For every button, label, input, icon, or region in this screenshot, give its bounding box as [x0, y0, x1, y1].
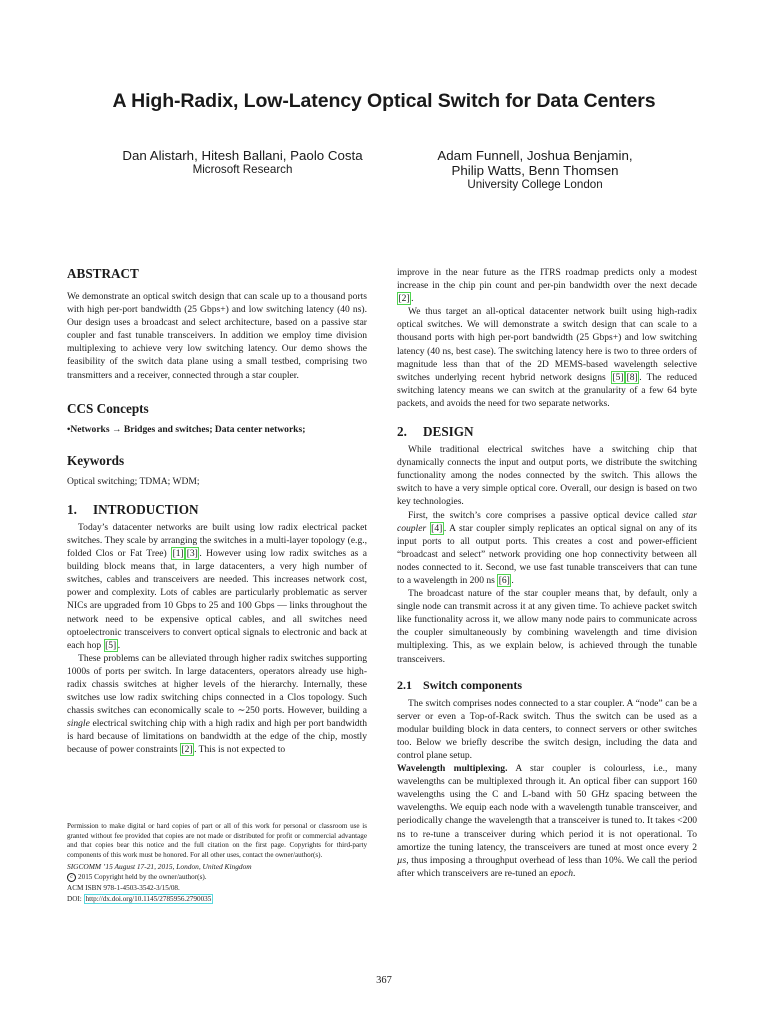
copyright-text: 2015 Copyright held by the owner/author(s). — [78, 873, 207, 882]
text-run: , thus imposing a throughput overhead of less than 10%. We call the period after which transceivers are re-tuned an — [397, 854, 697, 879]
keywords-text: Optical switching; TDMA; WDM; — [67, 475, 200, 487]
intro-paragraph-1 — [67, 521, 367, 652]
ccs-text — [67, 423, 367, 436]
citation-link[interactable]: [2] — [398, 293, 410, 305]
emphasis: star coupler — [397, 509, 697, 534]
text-run: . — [411, 293, 414, 305]
ccs-bullet: • — [67, 423, 71, 435]
text-run: . A star coupler simply replicates an optical signal on any of its input ports to all output ports. This creates a cost and power-efficient “broadcast and select” network providing one hop connectivity between all nodes connected to it. Second, we use fast tunable transceivers that can tune to a wavelength in 200 ns — [397, 522, 697, 586]
permission-block — [67, 822, 367, 905]
run-in-heading: Wavelength multiplexing. — [397, 763, 508, 775]
ccs-concepts: Bridges and switches; Data center networks; — [123, 423, 306, 435]
citation-link[interactable]: [8] — [626, 371, 638, 383]
citation-link[interactable]: [6] — [498, 574, 510, 586]
section-title: INTRODUCTION — [93, 501, 199, 517]
text-run: We thus target an all-optical datacenter network built using high-radix optical switches. We will demonstrate a switch design that can scale to a thousand ports with high per-port bandwidth (25 Gbps+) and low switching latency (40 ns, best case). The switching latency here is two to three orders of magnitude less than that of the 2D MEMS-based wavelength selective switches underlying recent hybrid network designs — [397, 306, 697, 383]
text-run: A star coupler is colourless, i.e., many wavelengths can be multiplexed through it. An optical fiber can support 160 wavelengths using the C and L-band with 50 GHz spacing between the wavelengths. We equip each node with a wavelength tunable transceiver, and periodically change the wavelength that a transceiver is tuned to. It takes <200 ns to re-tune a transceiver during which period it is not operational. To amortize the tuning latency, the transceivers are tuned at most once every 2 — [397, 763, 698, 853]
section-number: 2. — [397, 424, 407, 440]
author-affiliation: Microsoft Research — [192, 163, 293, 176]
emphasis: µs — [397, 854, 407, 866]
abstract-heading: ABSTRACT — [67, 266, 139, 281]
section-title: DESIGN — [423, 424, 474, 440]
text-run: electrical switching chip with a high radix and high per port bandwidth is hard because of limitations on bandwidth at the edge of the chip, mostly because of power constraints — [67, 718, 367, 756]
text-run: . — [573, 867, 576, 879]
text-run: . This is not expected to — [194, 744, 286, 756]
doi-label: DOI: — [67, 895, 84, 904]
author-names: Dan Alistarh, Hitesh Ballani, Paolo Costa — [122, 148, 363, 163]
text-run: Today’s datacenter networks are built using low radix electrical packet switches. They scale by arranging the switches in a multi-layer topology (e.g., folded Clos or Fat Tree) — [67, 521, 367, 560]
ccs-heading: CCS Concepts — [67, 400, 149, 416]
emphasis: epoch — [550, 867, 573, 879]
left-column — [67, 266, 368, 904]
emphasis: single — [67, 718, 90, 730]
permission-text: Permission to make digital or hard copies of part or all of this work for personal or classroom use is granted without fee provided that copies are not made or distributed for profit or commercial advantage and that copies bear this notice and the full citation on the first page. Copyrights for third-party components of this work must be honored. For all other uses, contact the owner/author(s). — [67, 822, 367, 859]
text-run: . — [117, 639, 121, 651]
section-number: 2.1 — [397, 677, 412, 692]
right-column — [397, 266, 697, 880]
keywords-heading: Keywords — [67, 452, 125, 468]
doi-link[interactable]: http://dx.doi.org/10.1145/2785956.2790035 — [85, 895, 212, 904]
citation-link[interactable]: [1] — [172, 548, 184, 560]
paper-title: A High-Radix, Low-Latency Optical Switch for Data Centers — [112, 90, 656, 112]
citation-link[interactable]: [5] — [612, 371, 624, 383]
design-heading — [397, 424, 697, 440]
copyright-line — [67, 872, 367, 883]
text-run: . However using low radix switches as a building block means that, in large datacenters, a very high number of switches, cables and transceivers are needed. This increases network cost, power and complexity. Lots of cables are particularly problematic as server NICs are upgraded from 10 Gbps to 25 and 100 Gbps — links throughout the network need to be expensive optical cables, and all switches need optoelectronic transceivers to convert optical signals to electronic and back at each hop — [67, 548, 368, 651]
isbn-line: ACM ISBN 978-1-4503-3542-3/15/08. — [67, 884, 180, 893]
intro-paragraph-continued — [397, 266, 697, 305]
ccs-arrow: → — [111, 423, 122, 435]
author-affiliation: University College London — [467, 178, 603, 191]
citation-link[interactable]: [3] — [186, 548, 198, 560]
design-paragraph-2 — [397, 509, 697, 588]
venue: SIGCOMM ’15 August 17-21, 2015, London, United Kingdom — [67, 862, 252, 872]
switch-components-heading — [397, 678, 697, 693]
page-number: 367 — [376, 975, 392, 986]
citation-link[interactable]: [4] — [431, 522, 443, 534]
section-title: Switch components — [423, 677, 523, 692]
ccs-networks: Networks — [70, 423, 110, 435]
design-paragraph-3: The broadcast nature of the star coupler means that, by default, only a single node can transmit across it at any given time. To achieve packet switch like functionality across it, we allow many node pairs to communicate across the coupler simultaneously by combining wavelength and time division multiplexing. This, as we explain below, is achieved through the tunable transceivers. — [397, 588, 697, 665]
intro-paragraph-3 — [397, 305, 697, 410]
citation-link[interactable]: [5] — [105, 639, 117, 651]
author-block-ucl — [395, 148, 675, 191]
text-run: improve in the near future as the ITRS roadmap predicts only a modest increase in the chip pin count and per-pin bandwidth over the next decade — [397, 267, 697, 292]
abstract-text: We demonstrate an optical switch design that can scale up to a thousand ports with high per-port bandwidth (25 Gbps+) and low switching latency (40 ns). Our design uses a broadcast and select architecture, based on a passive star coupler and fast tunable transceivers. In addition we employ time division multiplexing to achieve very low switching latency. Our demo shows the feasibility of the switch data plane using a small testbed, comprising two transmitters and a receiver, connected through a star coupler. — [67, 291, 367, 381]
design-paragraph-1: While traditional electrical switches have a switching chip that dynamically connects the input and output ports, we distribute the switching functionality among the nodes connected by the switch. This allows the switch to have a very simple optical core. Overall, our design is based on two key technologies. — [397, 444, 697, 508]
copyright-icon: c — [67, 873, 76, 882]
intro-heading — [67, 502, 367, 518]
text-run: . — [511, 574, 514, 586]
author-names-line1: Adam Funnell, Joshua Benjamin, — [437, 148, 633, 163]
text-run: These problems can be alleviated through higher radix switches supporting 1000s of ports per switch. In large datacenters, operators already use high-radix chassis switches at higher levels of the hierarchy. Internally, these switches use low radix switching chips connected in a Clos topology. Such chassis switches can economically scale to ∼250 ports. However, building a — [67, 652, 367, 717]
citation-link[interactable]: [2] — [181, 744, 193, 756]
author-block-microsoft — [100, 148, 385, 176]
author-names-line2: Philip Watts, Benn Thomsen — [451, 163, 619, 178]
text-run: First, the switch’s core comprises a passive optical device called — [408, 509, 683, 521]
switch-paragraph-2 — [397, 762, 697, 880]
section-number: 1. — [67, 501, 77, 517]
text-run: . The reduced switching latency means we can switch at the granularity of a few 64 byte packets, and avoids the need for two separate networks. — [397, 371, 697, 409]
doi-line — [67, 894, 367, 905]
switch-paragraph-1: The switch comprises nodes connected to a star coupler. A “node” can be a server or even a Top-of-Rack switch. Thus the switch can be used as a modular building block in data centers, to connect servers or other switches too. Below we briefly describe the switch design, including the data and control plane setup. — [397, 697, 697, 761]
intro-paragraph-2 — [67, 652, 367, 757]
